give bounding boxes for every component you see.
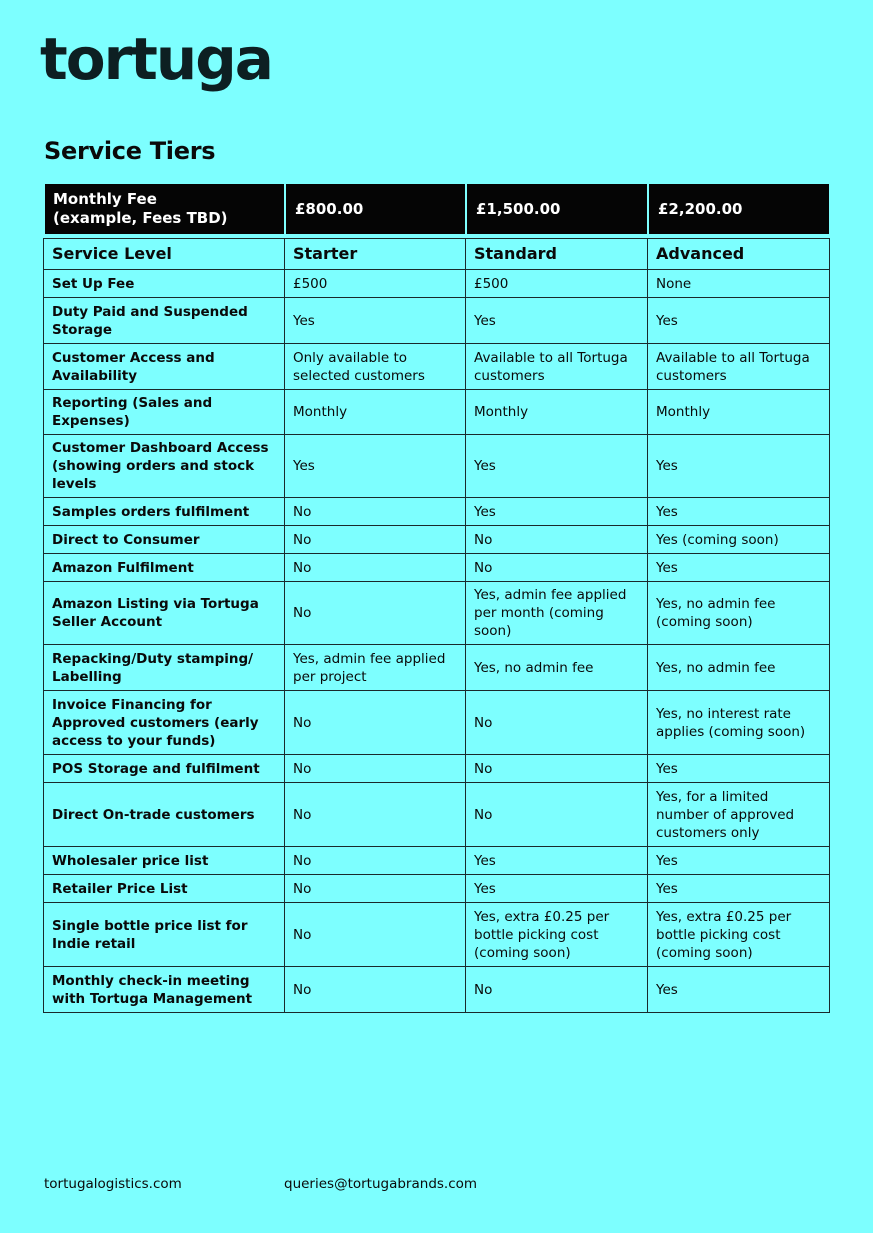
table-row xyxy=(44,903,830,967)
starter-cell: No xyxy=(285,903,466,967)
table-row xyxy=(44,270,830,298)
feature-cell: Reporting (Sales and Expenses) xyxy=(44,390,285,435)
starter-cell: No xyxy=(285,847,466,875)
advanced-cell: Yes (coming soon) xyxy=(648,526,830,554)
standard-cell: Available to all Tortuga customers xyxy=(466,344,648,390)
advanced-cell: Yes, no interest rate applies (coming soon) xyxy=(648,691,830,755)
header-standard: Standard xyxy=(466,239,648,270)
table-row xyxy=(44,582,830,645)
feature-cell: Invoice Financing for Approved customers (early access to your funds) xyxy=(44,691,285,755)
feature-cell: Set Up Fee xyxy=(44,270,285,298)
table-row xyxy=(44,390,830,435)
advanced-cell: None xyxy=(648,270,830,298)
standard-cell: No xyxy=(466,783,648,847)
page-title: Service Tiers xyxy=(44,137,216,165)
standard-cell: Yes xyxy=(466,875,648,903)
starter-cell: No xyxy=(285,783,466,847)
starter-cell: No xyxy=(285,498,466,526)
footer-email: queries@tortugabrands.com xyxy=(284,1176,478,1192)
table-row xyxy=(44,755,830,783)
feature-cell: Wholesaler price list xyxy=(44,847,285,875)
advanced-cell: Yes, no admin fee (coming soon) xyxy=(648,582,830,645)
starter-cell: No xyxy=(285,755,466,783)
standard-cell: Monthly xyxy=(466,390,648,435)
advanced-cell: Yes, for a limited number of approved customers only xyxy=(648,783,830,847)
starter-cell: Yes, admin fee applied per project xyxy=(285,645,466,691)
starter-cell: No xyxy=(285,875,466,903)
header-advanced: Advanced xyxy=(648,239,830,270)
standard-cell: £500 xyxy=(466,270,648,298)
starter-cell: Only available to selected customers xyxy=(285,344,466,390)
standard-cell: No xyxy=(466,554,648,582)
feature-cell: Direct to Consumer xyxy=(44,526,285,554)
table-row xyxy=(44,435,830,498)
standard-cell: Yes xyxy=(466,498,648,526)
table-row xyxy=(44,691,830,755)
table-row xyxy=(44,645,830,691)
table-row xyxy=(44,783,830,847)
monthly-fee-table xyxy=(43,182,831,236)
starter-fee: £800.00 xyxy=(285,183,466,235)
feature-cell: Amazon Fulfilment xyxy=(44,554,285,582)
advanced-cell: Yes xyxy=(648,554,830,582)
advanced-cell: Yes xyxy=(648,875,830,903)
service-tier-table xyxy=(43,238,830,1013)
header-starter: Starter xyxy=(285,239,466,270)
advanced-fee: £2,200.00 xyxy=(648,183,830,235)
table-header-row xyxy=(44,239,830,270)
standard-cell: Yes xyxy=(466,847,648,875)
feature-cell: Samples orders fulfilment xyxy=(44,498,285,526)
table-row xyxy=(44,344,830,390)
standard-cell: No xyxy=(466,526,648,554)
table-row xyxy=(44,847,830,875)
feature-cell: POS Storage and fulfilment xyxy=(44,755,285,783)
feature-cell: Customer Access and Availability xyxy=(44,344,285,390)
feature-cell: Single bottle price list for Indie retail xyxy=(44,903,285,967)
advanced-cell: Available to all Tortuga customers xyxy=(648,344,830,390)
starter-cell: No xyxy=(285,554,466,582)
starter-cell: Monthly xyxy=(285,390,466,435)
standard-cell: Yes, no admin fee xyxy=(466,645,648,691)
standard-cell: Yes xyxy=(466,435,648,498)
table-row xyxy=(44,554,830,582)
standard-cell: Yes, extra £0.25 per bottle picking cost (coming soon) xyxy=(466,903,648,967)
table-row xyxy=(44,498,830,526)
feature-cell: Customer Dashboard Access (showing orders and stock levels xyxy=(44,435,285,498)
feature-cell: Amazon Listing via Tortuga Seller Account xyxy=(44,582,285,645)
standard-cell: No xyxy=(466,967,648,1013)
starter-cell: No xyxy=(285,582,466,645)
feature-cell: Direct On-trade customers xyxy=(44,783,285,847)
starter-cell: No xyxy=(285,526,466,554)
feature-cell: Duty Paid and Suspended Storage xyxy=(44,298,285,344)
feature-cell: Repacking/Duty stamping/ Labelling xyxy=(44,645,285,691)
monthly-fee-label-line1: Monthly Fee xyxy=(53,190,157,208)
header-service-level: Service Level xyxy=(44,239,285,270)
advanced-cell: Yes xyxy=(648,298,830,344)
standard-cell: Yes, admin fee applied per month (coming soon) xyxy=(466,582,648,645)
table-row xyxy=(44,967,830,1013)
monthly-fee-label-line2: (example, Fees TBD) xyxy=(53,209,228,227)
advanced-cell: Yes xyxy=(648,435,830,498)
advanced-cell: Yes xyxy=(648,498,830,526)
standard-cell: No xyxy=(466,691,648,755)
starter-cell: Yes xyxy=(285,435,466,498)
table-row xyxy=(44,298,830,344)
advanced-cell: Yes xyxy=(648,755,830,783)
monthly-fee-label xyxy=(44,183,285,235)
feature-cell: Monthly check-in meeting with Tortuga Management xyxy=(44,967,285,1013)
advanced-cell: Yes xyxy=(648,847,830,875)
advanced-cell: Monthly xyxy=(648,390,830,435)
starter-cell: No xyxy=(285,691,466,755)
starter-cell: Yes xyxy=(285,298,466,344)
standard-cell: Yes xyxy=(466,298,648,344)
starter-cell: £500 xyxy=(285,270,466,298)
advanced-cell: Yes xyxy=(648,967,830,1013)
table-row xyxy=(44,526,830,554)
standard-fee: £1,500.00 xyxy=(466,183,648,235)
tortuga-logo: tortuga xyxy=(40,25,272,93)
starter-cell: No xyxy=(285,967,466,1013)
advanced-cell: Yes, extra £0.25 per bottle picking cost (coming soon) xyxy=(648,903,830,967)
monthly-fee-row xyxy=(44,183,830,235)
footer-website: tortugalogistics.com xyxy=(44,1176,182,1192)
standard-cell: No xyxy=(466,755,648,783)
table-row xyxy=(44,875,830,903)
feature-cell: Retailer Price List xyxy=(44,875,285,903)
advanced-cell: Yes, no admin fee xyxy=(648,645,830,691)
